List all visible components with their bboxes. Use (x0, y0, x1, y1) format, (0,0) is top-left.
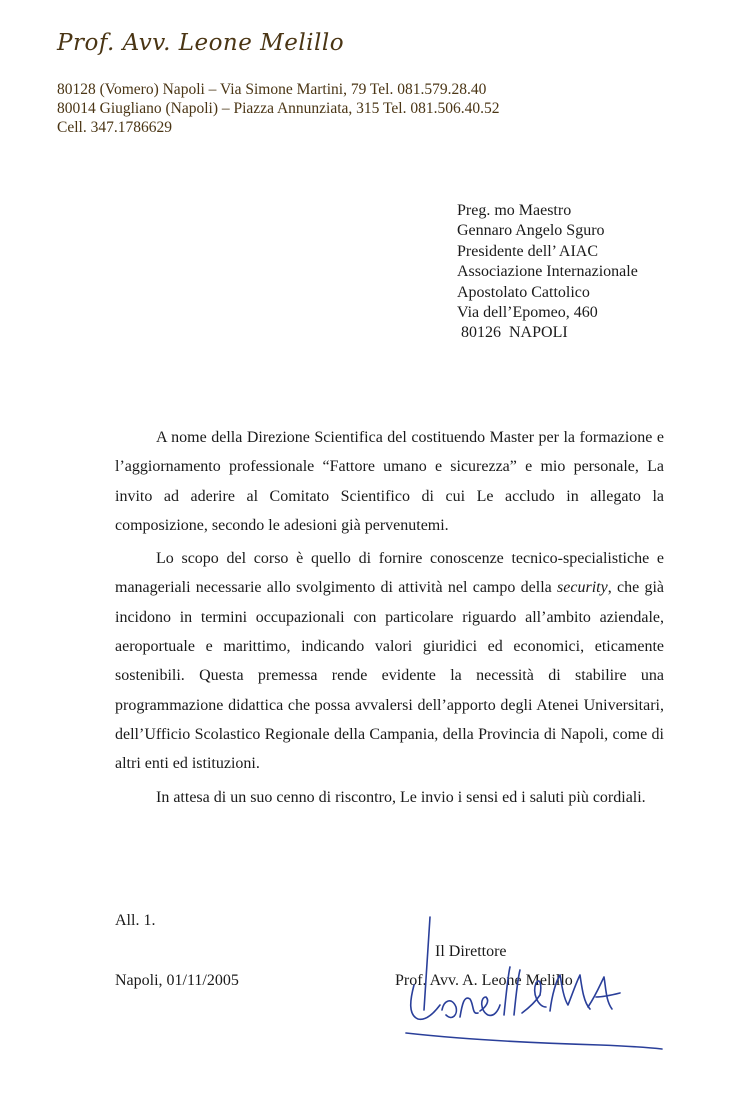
body-paragraph-purpose (115, 544, 664, 778)
handwritten-signature (400, 915, 670, 1055)
letterhead-name: Prof. Avv. Leone Melillo (57, 30, 345, 56)
letter-date: Napoli, 01/11/2005 (115, 972, 239, 989)
purpose-text-end: , che già incidono in termini occupazionali con particolare riguardo all’ambito aziendale, aeroportuale e marittimo, indicando valori giuridici ed economici, eticamente sostenibili. Questa premessa rende evidente la necessità di stabilire una programmazione didattica che possa avvalersi dell’apporto degli Atenei Universitari, dell’Ufficio Scolastico Regionale della Campania, della Provincia di Napoli, come di altri enti ed istituzioni. (115, 579, 665, 773)
director-title: Il Direttore (435, 943, 507, 960)
recipient-line: Associazione Internazionale (457, 263, 638, 281)
recipient-line: Via dell’Epomeo, 460 (457, 304, 598, 322)
recipient-block (457, 201, 638, 344)
recipient-line: 80126 NAPOLI (457, 324, 568, 342)
letterhead-address (57, 80, 499, 137)
body-paragraph-closing: In attesa di un suo cenno di riscontro, Le invio i sensi ed i saluti più cordiali. (156, 788, 646, 806)
recipient-line: Presidente dell’ AIAC (457, 242, 599, 260)
security-term: security (557, 579, 608, 597)
recipient-line: Gennaro Angelo Sguro (457, 222, 605, 240)
address-line-giugliano: 80014 Giugliano (Napoli) – Piazza Annunziata, 315 Tel. 081.506.40.52 (57, 100, 500, 117)
recipient-line: Preg. mo Maestro (457, 202, 572, 219)
address-line-vomero: 80128 (Vomero) Napoli – Via Simone Martini, 79 Tel. 081.579.28.40 (57, 81, 487, 98)
director-name: Prof. Avv. A. Leone Melillo (395, 972, 573, 989)
attachments-note: All. 1. (115, 912, 156, 929)
recipient-line: Apostolato Cattolico (457, 283, 590, 301)
mobile-line: Cell. 347.1786629 (57, 119, 172, 136)
purpose-text-start: Lo scopo del corso è quello di fornire conoscenze tecnico-specialistiche e manageriali necessarie allo svolgimento di attività nel campo della (115, 550, 664, 597)
letter-body (115, 423, 664, 816)
body-paragraph-invitation: A nome della Direzione Scientifica del costituendo Master per la formazione e l’aggiornamento professionale “Fattore umano e sicurezza” e mio personale, La invito ad aderire al Comitato Scientifico di cui Le accludo in allegato la composizione, secondo le adesioni già pervenutemi. (115, 429, 664, 534)
